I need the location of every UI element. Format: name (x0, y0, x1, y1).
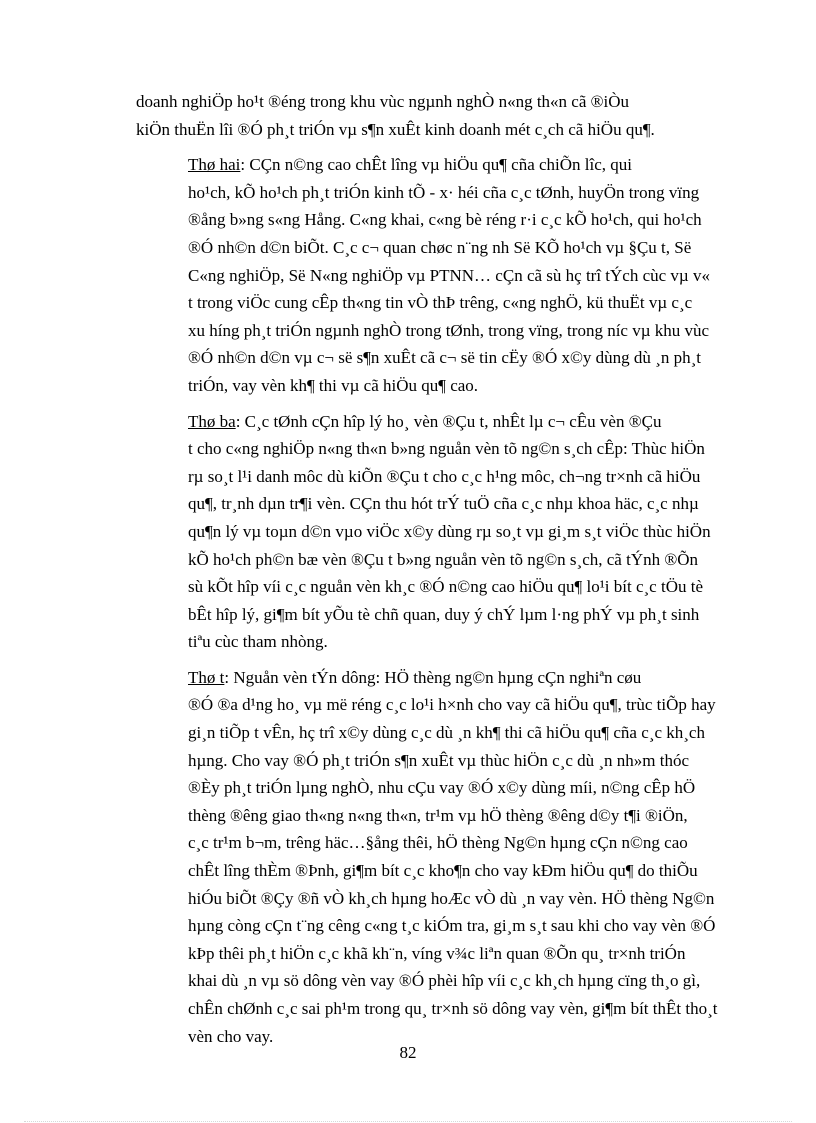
text-line-rest: : C¸c tØnh cÇn hîp lý ho¸ vèn ®Çu t, nhÊt lµ c¬ cÊu vèn ®Çu (235, 411, 662, 431)
text-line: sù kÕt hîp víi c¸c nguån vèn kh¸c ®Ó n©ng cao hiÖu qu¶ lo¹i bít c¸c tÖu tè (188, 577, 703, 597)
text-line: doanh nghiÖp ho¹t ®éng trong khu vùc ngµnh nghÒ n«ng th«n cã ®iÒu (136, 92, 630, 111)
paragraph-intro (136, 88, 768, 143)
text-line: gi¸n tiÕp t vÊn, hç trî x©y dùng c¸c dù ¸n kh¶ thi cã hiÖu qu¶ cña c¸c kh¸ch (188, 723, 705, 743)
text-line: ®Ó nh©n d©n biÕt. C¸c c¬ quan chøc n¨ng nh Së KÕ ho¹ch vµ §Çu t, Së (188, 237, 692, 257)
text-line: triÓn, vay vèn kh¶ thi vµ cã hiÖu qu¶ cao. (188, 375, 479, 395)
text-line: hµng. Cho vay ®Ó ph¸t triÓn s¶n xuÊt vµ thùc hiÖn c¸c dù ¸n nh»m thóc (188, 750, 690, 770)
text-line: rµ so¸t l¹i danh môc dù kiÕn ®Çu t cho c¸c h¹ng môc, ch¬ng tr×nh cã hiÖu (188, 466, 701, 486)
paragraph-lead: Thø ba (188, 411, 236, 431)
text-line: xu híng ph¸t triÓn ngµnh nghÒ trong tØnh, trong vïng, trong níc vµ khu vùc (188, 320, 710, 340)
text-line: kÞp thêi ph¸t hiÖn c¸c khã kh¨n, víng v¾c liªn quan ®Õn qu¸ tr×nh triÓn (188, 943, 686, 963)
paragraph-lead: Thø t (188, 667, 225, 687)
text-line: qu¶n lý vµ toµn d©n vµo viÖc x©y dùng rµ so¸t vµ gi¸m s¸t viÖc thùc hiÖn (188, 521, 711, 541)
footer-divider (24, 1121, 792, 1122)
paragraph-second (136, 151, 768, 399)
text-line: hµng còng cÇn t¨ng cêng c«ng t¸c kiÓm tra, gi¸m s¸t sau khi cho vay vèn ®Ó (188, 916, 716, 936)
text-line: chÊn chØnh c¸c sai ph¹m trong qu¸ tr×nh sö dông vay vèn, gi¶m bít thÊt tho¸t (188, 999, 718, 1018)
text-line (136, 664, 768, 692)
text-line: t cho c«ng nghiÖp n«ng th«n b»ng nguån vèn tõ ng©n s¸ch cÊp: Thùc hiÖn (188, 439, 705, 459)
page-number: 82 (399, 1043, 417, 1062)
text-line (136, 151, 768, 179)
text-line: ®Ó ®a d¹ng ho¸ vµ më réng c¸c lo¹i h×nh cho vay cã hiÖu qu¶, trùc tiÕp hay (188, 695, 716, 715)
text-line: thèng ®êng giao th«ng n«ng th«n, tr¹m vµ hÖ thèng ®êng d©y t¶i ®iÖn, (188, 805, 688, 825)
text-line: vèn cho vay. (188, 1026, 274, 1046)
text-line: chÊt lîng thÈm ®Þnh, gi¶m bít c¸c kho¶n cho vay kÐm hiÖu qu¶ do thiÕu (188, 861, 698, 881)
text-line: khai dù ¸n vµ sö dông vèn vay ®Ó phèi hîp víi c¸c kh¸ch hµng cïng th¸o gì, (188, 971, 701, 991)
text-line: ®ång b»ng s«ng Hång. C«ng khai, c«ng bè réng r·i c¸c kÕ ho¹ch, qui ho¹ch (188, 210, 702, 230)
text-line: t trong viÖc cung cÊp th«ng tin vÒ thÞ trêng, c«ng nghÖ, kü thuËt vµ c¸c (188, 293, 693, 313)
text-line: qu¶, tr¸nh dµn tr¶i vèn. CÇn thu hót trÝ tuÖ cña c¸c nhµ khoa häc, c¸c nhµ (188, 494, 699, 514)
paragraph-lead: Thø hai (188, 155, 241, 175)
text-line: ho¹ch, kÕ ho¹ch ph¸t triÓn kinh tÕ - x· héi cña c¸c tØnh, huyÖn trong vïng (188, 182, 700, 202)
text-line: C«ng nghiÖp, Së N«ng nghiÖp vµ PTNN… cÇn cã sù hç trî tÝch cùc vµ v« (188, 265, 710, 285)
text-line-rest: : Nguån vèn tÝn dông: HÖ thèng ng©n hµng cÇn nghiªn cøu (224, 667, 642, 687)
text-line: tiªu cùc tham nhòng. (188, 632, 328, 652)
paragraph-third (136, 408, 768, 656)
text-line: kÕ ho¹ch ph©n bæ vèn ®Çu t b»ng nguån vèn tõ ng©n s¸ch, cã tÝnh ®Õn (188, 549, 699, 569)
text-line: kiÖn thuËn lîi ®Ó ph¸t triÓn vµ s¶n xuÊt kinh doanh mét c¸ch cã hiÖu qu¶. (136, 119, 655, 139)
text-line: c¸c tr¹m b¬m, trêng häc…§ång thêi, hÖ thèng Ng©n hµng cÇn n©ng cao (188, 833, 688, 853)
text-line: ®Ó nh©n d©n vµ c¬ së s¶n xuÊt cã c¬ së tin cËy ®Ó x©y dùng dù ¸n ph¸t (188, 348, 701, 368)
text-line: ®Èy ph¸t triÓn lµng nghÒ, nhu cÇu vay ®Ó x©y dùng míi, n©ng cÊp hÖ (188, 778, 696, 798)
text-line-rest: : CÇn n©ng cao chÊt lîng vµ hiÖu qu¶ cña chiÕn lîc, qui (240, 155, 633, 175)
text-line (136, 408, 768, 436)
page-body (136, 88, 768, 1058)
text-line: bÊt hîp lý, gi¶m bít yÕu tè chñ quan, duy ý chÝ lµm l·ng phÝ vµ ph¸t sinh (188, 604, 700, 624)
text-line: hiÓu biÕt ®Çy ®ñ vÒ kh¸ch hµng hoÆc vÒ dù ¸n vay vèn. HÖ thèng Ng©n (188, 888, 715, 908)
paragraph-fourth (136, 664, 768, 1050)
